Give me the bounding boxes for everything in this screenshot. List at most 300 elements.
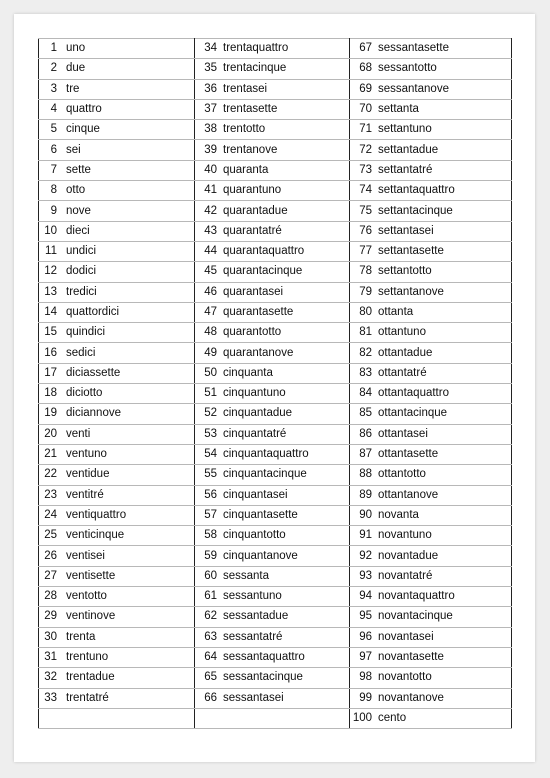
number-word: ottantasei xyxy=(378,427,428,440)
number-cell xyxy=(350,59,512,79)
number-digit: 88 xyxy=(359,468,372,481)
number-cell xyxy=(350,221,512,241)
table-row xyxy=(39,99,512,119)
number-digit: 98 xyxy=(359,671,372,684)
number-word: ottantaquattro xyxy=(378,387,449,400)
number-digit: 99 xyxy=(359,691,372,704)
number-word: novanta xyxy=(378,508,419,521)
table-row xyxy=(39,647,512,667)
number-digit: 46 xyxy=(204,285,217,298)
number-cell xyxy=(39,140,195,160)
number-digit: 57 xyxy=(204,508,217,521)
number-cell xyxy=(39,99,195,119)
number-word: trentasei xyxy=(223,82,268,95)
number-cell xyxy=(195,465,350,485)
number-cell xyxy=(195,526,350,546)
number-cell xyxy=(350,505,512,525)
number-cell xyxy=(350,262,512,282)
number-word: quarantatré xyxy=(223,224,282,237)
number-word: settantanove xyxy=(378,285,444,298)
number-cell xyxy=(195,282,350,302)
number-digit: 31 xyxy=(44,651,57,664)
number-digit: 100 xyxy=(352,711,372,724)
number-word: quarantotto xyxy=(223,326,282,339)
table-row xyxy=(39,221,512,241)
number-cell xyxy=(195,668,350,688)
number-word: novantuno xyxy=(378,529,432,542)
number-cell xyxy=(350,323,512,343)
number-cell xyxy=(39,566,195,586)
number-word: sessantacinque xyxy=(223,671,303,684)
number-cell xyxy=(39,282,195,302)
number-cell xyxy=(195,546,350,566)
table-row xyxy=(39,404,512,424)
number-cell xyxy=(350,708,512,728)
number-cell xyxy=(195,120,350,140)
table-row xyxy=(39,384,512,404)
number-word: cinquantatré xyxy=(223,427,287,440)
number-cell xyxy=(39,201,195,221)
number-word: settantotto xyxy=(378,265,432,278)
number-digit: 21 xyxy=(44,448,57,461)
number-digit: 71 xyxy=(359,123,372,136)
number-digit: 24 xyxy=(44,508,57,521)
number-cell xyxy=(39,323,195,343)
number-digit: 35 xyxy=(204,62,217,75)
number-digit: 26 xyxy=(44,549,57,562)
number-cell xyxy=(195,363,350,383)
number-word: sette xyxy=(66,163,91,176)
number-cell xyxy=(350,79,512,99)
number-digit: 78 xyxy=(359,265,372,278)
table-row xyxy=(39,160,512,180)
table-row xyxy=(39,424,512,444)
number-word: trentuno xyxy=(66,651,109,664)
number-word: quarantacinque xyxy=(223,265,303,278)
number-digit: 25 xyxy=(44,529,57,542)
number-digit: 19 xyxy=(44,407,57,420)
number-word: sessantasei xyxy=(223,691,284,704)
number-digit: 8 xyxy=(50,184,57,197)
number-cell xyxy=(350,566,512,586)
number-word: settantasei xyxy=(378,224,434,237)
table-row xyxy=(39,241,512,261)
number-digit: 87 xyxy=(359,448,372,461)
number-cell xyxy=(39,505,195,525)
number-word: quindici xyxy=(66,326,105,339)
number-cell xyxy=(195,627,350,647)
number-digit: 43 xyxy=(204,224,217,237)
number-word: quarantaquattro xyxy=(223,245,305,258)
number-cell xyxy=(39,688,195,708)
number-word: trentaquattro xyxy=(223,42,289,55)
number-digit: 34 xyxy=(204,42,217,55)
number-word: nove xyxy=(66,204,91,217)
number-digit: 30 xyxy=(44,630,57,643)
number-digit: 83 xyxy=(359,366,372,379)
table-row xyxy=(39,323,512,343)
number-digit: 18 xyxy=(44,387,57,400)
number-word: ventidue xyxy=(66,468,110,481)
number-cell xyxy=(350,39,512,59)
number-cell xyxy=(195,607,350,627)
number-cell xyxy=(195,79,350,99)
number-digit: 68 xyxy=(359,62,372,75)
number-digit: 44 xyxy=(204,245,217,258)
number-word: diciotto xyxy=(66,387,103,400)
number-cell xyxy=(350,99,512,119)
number-word: trentatré xyxy=(66,691,109,704)
number-word: novantacinque xyxy=(378,610,453,623)
table-row xyxy=(39,668,512,688)
number-digit: 86 xyxy=(359,427,372,440)
table-row xyxy=(39,120,512,140)
number-word: venti xyxy=(66,427,91,440)
number-digit: 10 xyxy=(44,224,57,237)
number-digit: 29 xyxy=(44,610,57,623)
number-cell xyxy=(350,444,512,464)
number-word: venticinque xyxy=(66,529,125,542)
number-word: novantotto xyxy=(378,671,432,684)
number-digit: 12 xyxy=(44,265,57,278)
number-cell xyxy=(39,384,195,404)
number-cell xyxy=(350,404,512,424)
number-cell xyxy=(350,668,512,688)
number-digit: 49 xyxy=(204,346,217,359)
number-digit: 82 xyxy=(359,346,372,359)
number-digit: 89 xyxy=(359,488,372,501)
number-cell xyxy=(350,607,512,627)
number-cell xyxy=(195,505,350,525)
number-digit: 38 xyxy=(204,123,217,136)
table-row xyxy=(39,708,512,728)
number-digit: 95 xyxy=(359,610,372,623)
number-digit: 13 xyxy=(44,285,57,298)
number-cell xyxy=(195,566,350,586)
number-cell xyxy=(39,444,195,464)
number-word: tredici xyxy=(66,285,97,298)
number-cell xyxy=(195,59,350,79)
table-row xyxy=(39,262,512,282)
number-cell xyxy=(350,424,512,444)
number-cell xyxy=(195,587,350,607)
number-word: settantaquattro xyxy=(378,184,455,197)
number-digit: 58 xyxy=(204,529,217,542)
number-cell xyxy=(39,404,195,424)
number-digit: 79 xyxy=(359,285,372,298)
number-word: cinquantacinque xyxy=(223,468,307,481)
number-word: cento xyxy=(378,711,407,724)
number-word: diciassette xyxy=(66,366,121,379)
number-digit: 65 xyxy=(204,671,217,684)
table-row xyxy=(39,587,512,607)
number-cell xyxy=(195,384,350,404)
number-word: cinquantasei xyxy=(223,488,288,501)
number-word: cinquantanove xyxy=(223,549,298,562)
number-digit: 73 xyxy=(359,163,372,176)
number-digit: 54 xyxy=(204,448,217,461)
number-cell xyxy=(195,201,350,221)
number-word: sei xyxy=(66,143,81,156)
number-digit: 4 xyxy=(50,103,57,116)
number-digit: 97 xyxy=(359,651,372,664)
number-digit: 75 xyxy=(359,204,372,217)
number-cell xyxy=(39,587,195,607)
number-word: sessantatré xyxy=(223,630,283,643)
number-word: cinquantotto xyxy=(223,529,286,542)
number-digit: 11 xyxy=(45,245,57,258)
number-word: settantasette xyxy=(378,245,444,258)
table-row xyxy=(39,566,512,586)
table-row xyxy=(39,485,512,505)
number-cell xyxy=(350,546,512,566)
number-digit: 22 xyxy=(44,468,57,481)
number-cell xyxy=(195,424,350,444)
number-digit: 74 xyxy=(359,184,372,197)
number-word: trentasette xyxy=(223,103,278,116)
number-word: ottantanove xyxy=(378,488,439,501)
number-word: novantanove xyxy=(378,691,444,704)
number-word: ottantadue xyxy=(378,346,433,359)
number-digit: 47 xyxy=(204,306,217,318)
number-digit: 3 xyxy=(50,82,57,95)
number-cell xyxy=(39,465,195,485)
numbers-table-body xyxy=(39,39,512,729)
number-digit: 92 xyxy=(359,549,372,562)
number-cell xyxy=(39,526,195,546)
number-word: undici xyxy=(66,245,97,258)
number-word: quaranta xyxy=(223,163,269,176)
table-row xyxy=(39,282,512,302)
number-word: ottanta xyxy=(378,306,414,318)
number-word: sessantuno xyxy=(223,590,282,603)
number-cell xyxy=(350,587,512,607)
number-word: quarantasei xyxy=(223,285,284,298)
number-cell xyxy=(350,363,512,383)
number-word: settantuno xyxy=(378,123,432,136)
number-digit: 32 xyxy=(44,671,57,684)
number-word: uno xyxy=(66,42,86,55)
number-digit: 53 xyxy=(204,427,217,440)
number-cell xyxy=(350,465,512,485)
number-word: trentadue xyxy=(66,671,115,684)
number-word: settantadue xyxy=(378,143,439,156)
number-cell xyxy=(350,140,512,160)
number-digit: 80 xyxy=(359,306,372,318)
number-word: ottantatré xyxy=(378,366,427,379)
number-word: trentanove xyxy=(223,143,278,156)
number-cell xyxy=(350,647,512,667)
number-cell xyxy=(39,241,195,261)
number-cell xyxy=(39,181,195,201)
number-cell xyxy=(195,39,350,59)
number-word: novantasette xyxy=(378,651,444,664)
number-digit: 60 xyxy=(204,569,217,582)
number-cell xyxy=(195,160,350,180)
number-word: ventiquattro xyxy=(66,508,127,521)
number-cell xyxy=(350,241,512,261)
number-digit: 6 xyxy=(50,143,57,156)
number-cell xyxy=(39,485,195,505)
number-word: ottantacinque xyxy=(378,407,448,420)
number-cell xyxy=(39,343,195,363)
number-digit: 84 xyxy=(359,387,372,400)
number-word: ottantuno xyxy=(378,326,426,339)
number-word: trentacinque xyxy=(223,62,287,75)
table-row xyxy=(39,607,512,627)
number-digit: 23 xyxy=(44,488,57,501)
number-cell xyxy=(39,363,195,383)
number-cell xyxy=(195,485,350,505)
number-word: ottantotto xyxy=(378,468,426,481)
number-cell xyxy=(195,444,350,464)
number-digit: 45 xyxy=(204,265,217,278)
number-word: ventitré xyxy=(66,488,104,501)
number-cell xyxy=(195,181,350,201)
number-word: ventinove xyxy=(66,610,116,623)
number-digit: 16 xyxy=(44,346,57,359)
number-digit: 5 xyxy=(50,123,57,136)
number-word: diciannove xyxy=(66,407,121,420)
number-word: otto xyxy=(66,184,86,197)
number-cell xyxy=(350,485,512,505)
number-word: cinque xyxy=(66,123,100,136)
number-word: trentotto xyxy=(223,123,266,136)
number-cell xyxy=(195,404,350,424)
number-digit: 67 xyxy=(359,42,372,55)
number-cell xyxy=(350,343,512,363)
number-word: ventuno xyxy=(66,448,107,461)
number-cell xyxy=(195,262,350,282)
table-row xyxy=(39,201,512,221)
number-cell xyxy=(39,120,195,140)
number-digit: 69 xyxy=(359,82,372,95)
number-word: cinquantasette xyxy=(223,508,298,521)
number-digit: 41 xyxy=(204,184,217,197)
empty-cell xyxy=(195,708,350,728)
number-word: dodici xyxy=(66,265,97,278)
number-digit: 2 xyxy=(50,62,57,75)
number-word: cinquantuno xyxy=(223,387,286,400)
number-digit: 9 xyxy=(50,204,57,217)
number-word: novantaquattro xyxy=(378,590,455,603)
number-word: sessantaquattro xyxy=(223,651,305,664)
number-word: cinquanta xyxy=(223,366,273,379)
number-digit: 48 xyxy=(204,326,217,339)
number-word: quattro xyxy=(66,103,102,116)
number-digit: 20 xyxy=(44,427,57,440)
number-digit: 72 xyxy=(359,143,372,156)
number-digit: 37 xyxy=(204,103,217,116)
number-cell xyxy=(195,343,350,363)
number-cell xyxy=(39,302,195,322)
table-row xyxy=(39,505,512,525)
number-word: dieci xyxy=(66,224,90,237)
number-digit: 81 xyxy=(359,326,372,339)
number-cell xyxy=(350,627,512,647)
number-digit: 77 xyxy=(359,245,372,258)
number-digit: 55 xyxy=(204,468,217,481)
number-word: novantasei xyxy=(378,630,434,643)
number-cell xyxy=(195,99,350,119)
number-cell xyxy=(39,627,195,647)
number-digit: 51 xyxy=(204,387,217,400)
number-word: ottantasette xyxy=(378,448,439,461)
number-word: sessantadue xyxy=(223,610,289,623)
number-cell xyxy=(39,221,195,241)
number-word: sessanta xyxy=(223,569,270,582)
number-word: quattordici xyxy=(66,306,120,318)
number-word: due xyxy=(66,62,86,75)
number-cell xyxy=(195,688,350,708)
number-digit: 7 xyxy=(50,163,57,176)
number-digit: 96 xyxy=(359,630,372,643)
number-word: settantacinque xyxy=(378,204,453,217)
number-cell xyxy=(195,140,350,160)
number-digit: 40 xyxy=(204,163,217,176)
number-cell xyxy=(350,201,512,221)
number-cell xyxy=(350,384,512,404)
number-word: tre xyxy=(66,82,80,95)
number-word: sessantasette xyxy=(378,42,449,55)
number-cell xyxy=(195,221,350,241)
number-word: quarantanove xyxy=(223,346,294,359)
number-cell xyxy=(195,241,350,261)
number-digit: 63 xyxy=(204,630,217,643)
number-digit: 61 xyxy=(204,590,217,603)
number-word: quarantuno xyxy=(223,184,282,197)
number-cell xyxy=(195,323,350,343)
number-cell xyxy=(39,160,195,180)
table-row xyxy=(39,39,512,59)
number-word: novantadue xyxy=(378,549,439,562)
number-word: settanta xyxy=(378,103,419,116)
number-word: ventotto xyxy=(66,590,107,603)
empty-cell xyxy=(39,708,195,728)
number-digit: 64 xyxy=(204,651,217,664)
table-row xyxy=(39,343,512,363)
number-digit: 85 xyxy=(359,407,372,420)
number-cell xyxy=(39,39,195,59)
number-cell xyxy=(350,120,512,140)
numbers-table xyxy=(38,38,512,729)
number-digit: 90 xyxy=(359,508,372,521)
number-digit: 52 xyxy=(204,407,217,420)
number-cell xyxy=(39,647,195,667)
table-row xyxy=(39,526,512,546)
number-digit: 76 xyxy=(359,224,372,237)
number-digit: 66 xyxy=(204,691,217,704)
number-word: settantatré xyxy=(378,163,433,176)
number-digit: 28 xyxy=(44,590,57,603)
number-digit: 91 xyxy=(359,529,372,542)
table-row xyxy=(39,444,512,464)
number-cell xyxy=(195,302,350,322)
number-word: trenta xyxy=(66,630,96,643)
table-row xyxy=(39,302,512,322)
number-word: novantatré xyxy=(378,569,433,582)
number-digit: 39 xyxy=(204,143,217,156)
table-row xyxy=(39,465,512,485)
number-cell xyxy=(350,526,512,546)
number-cell xyxy=(350,181,512,201)
table-row xyxy=(39,363,512,383)
number-digit: 42 xyxy=(204,204,217,217)
number-cell xyxy=(350,688,512,708)
table-row xyxy=(39,627,512,647)
number-cell xyxy=(39,607,195,627)
number-word: sedici xyxy=(66,346,96,359)
